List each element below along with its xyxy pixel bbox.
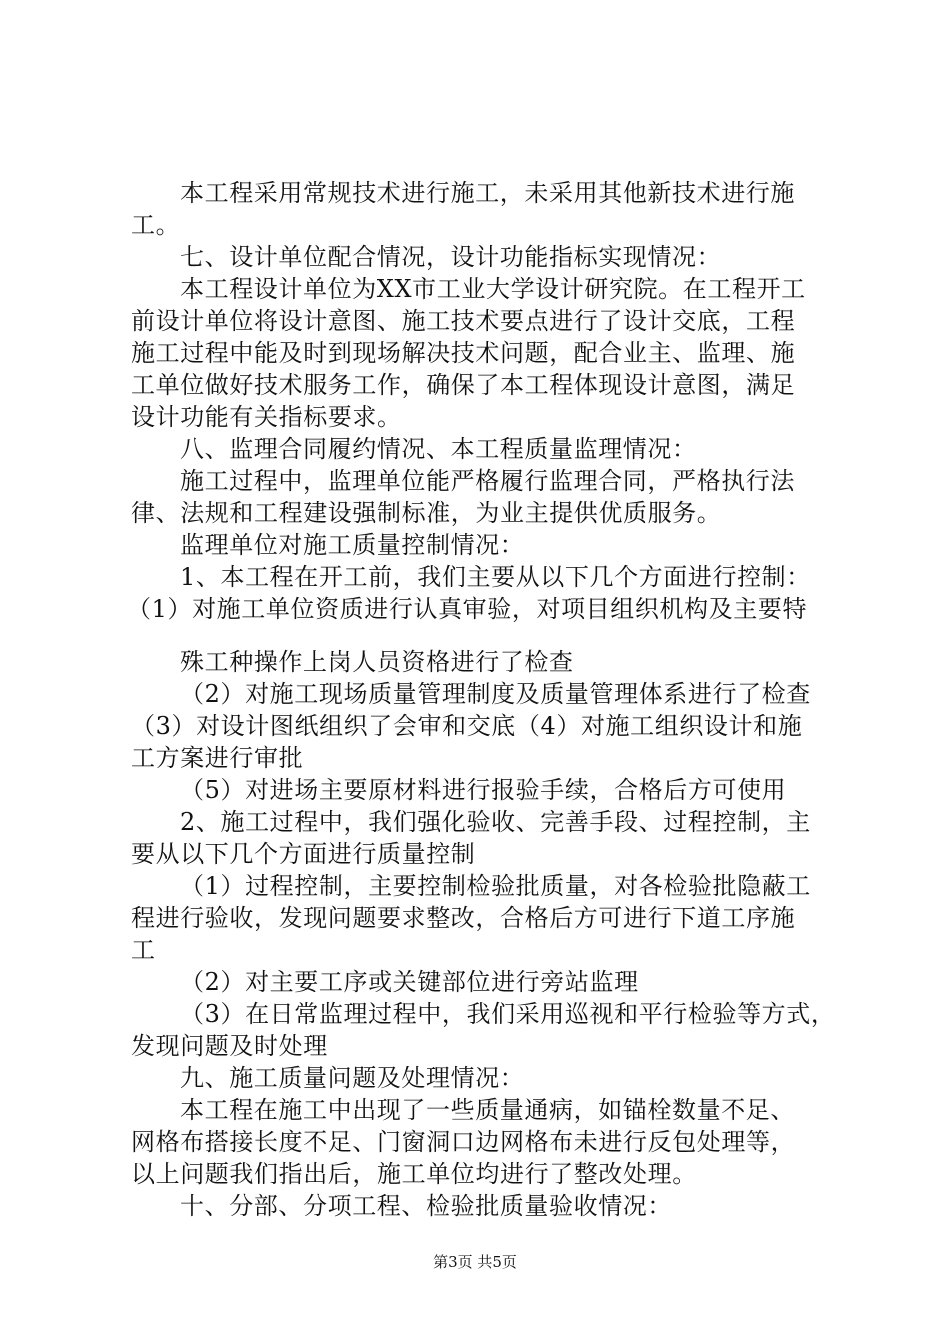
text-line: 监理单位对施工质量控制情况： bbox=[180, 531, 525, 559]
text-line: 1、本工程在开工前，我们主要从以下几个方面进行控制： bbox=[180, 563, 811, 591]
text-line: 以上问题我们指出后，施工单位均进行了整改处理。 bbox=[131, 1160, 697, 1188]
text-line: 殊工种操作上岗人员资格进行了检查 bbox=[180, 648, 574, 676]
text-line: 网格布搭接长度不足、门窗洞口边网格布未进行反包处理等， bbox=[131, 1128, 796, 1156]
text-line: 工。 bbox=[131, 211, 181, 239]
text-line: 发现问题及时处理 bbox=[131, 1032, 328, 1060]
page-number: 第3页 共5页 bbox=[433, 1253, 517, 1271]
text-line: （2）对主要工序或关键部位进行旁站监理 bbox=[180, 968, 639, 996]
section-heading: 九、施工质量问题及处理情况： bbox=[180, 1064, 525, 1092]
text-line: （1）过程控制，主要控制检验批质量，对各检验批隐蔽工 bbox=[180, 872, 811, 900]
text-line: 要从以下几个方面进行质量控制 bbox=[131, 840, 476, 868]
text-line: （1）对施工单位资质进行认真审验，对项目组织机构及主要特 bbox=[127, 595, 808, 623]
text-line: 工方案进行审批 bbox=[131, 744, 304, 772]
section-heading: 十、分部、分项工程、检验批质量验收情况： bbox=[180, 1192, 672, 1220]
text-line: 施工过程中，监理单位能严格履行监理合同，严格执行法 bbox=[180, 467, 795, 495]
text-line: 本工程采用常规技术进行施工，未采用其他新技术进行施 bbox=[180, 179, 795, 207]
text-line: 前设计单位将设计意图、施工技术要点进行了设计交底，工程 bbox=[131, 307, 796, 335]
text-line: 工 bbox=[131, 936, 156, 964]
text-line: 施工过程中能及时到现场解决技术问题，配合业主、监理、施 bbox=[131, 339, 796, 367]
text-line: （2）对施工现场质量管理制度及质量管理体系进行了检查 bbox=[180, 680, 811, 708]
text-line: 本工程在施工中出现了一些质量通病，如锚栓数量不足、 bbox=[180, 1096, 795, 1124]
text-line: （5）对进场主要原材料进行报验手续，合格后方可使用 bbox=[180, 776, 787, 804]
text-line: 设计功能有关指标要求。 bbox=[131, 403, 402, 431]
text-line: 律、法规和工程建设强制标准，为业主提供优质服务。 bbox=[131, 499, 722, 527]
text-line: （3）在日常监理过程中，我们采用巡视和平行检验等方式， bbox=[180, 1000, 836, 1028]
section-heading: 八、监理合同履约情况、本工程质量监理情况： bbox=[180, 435, 697, 463]
text-line: 2、施工过程中，我们强化验收、完善手段、过程控制，主 bbox=[180, 808, 811, 836]
text-line: 工单位做好技术服务工作，确保了本工程体现设计意图，满足 bbox=[131, 371, 796, 399]
section-heading: 七、设计单位配合情况，设计功能指标实现情况： bbox=[180, 243, 722, 271]
text-line: 本工程设计单位为XX市工业大学设计研究院。在工程开工 bbox=[180, 275, 806, 303]
text-line: 程进行验收，发现问题要求整改，合格后方可进行下道工序施 bbox=[131, 904, 796, 932]
text-line: （3）对设计图纸组织了会审和交底（4）对施工组织设计和施 bbox=[131, 712, 803, 740]
